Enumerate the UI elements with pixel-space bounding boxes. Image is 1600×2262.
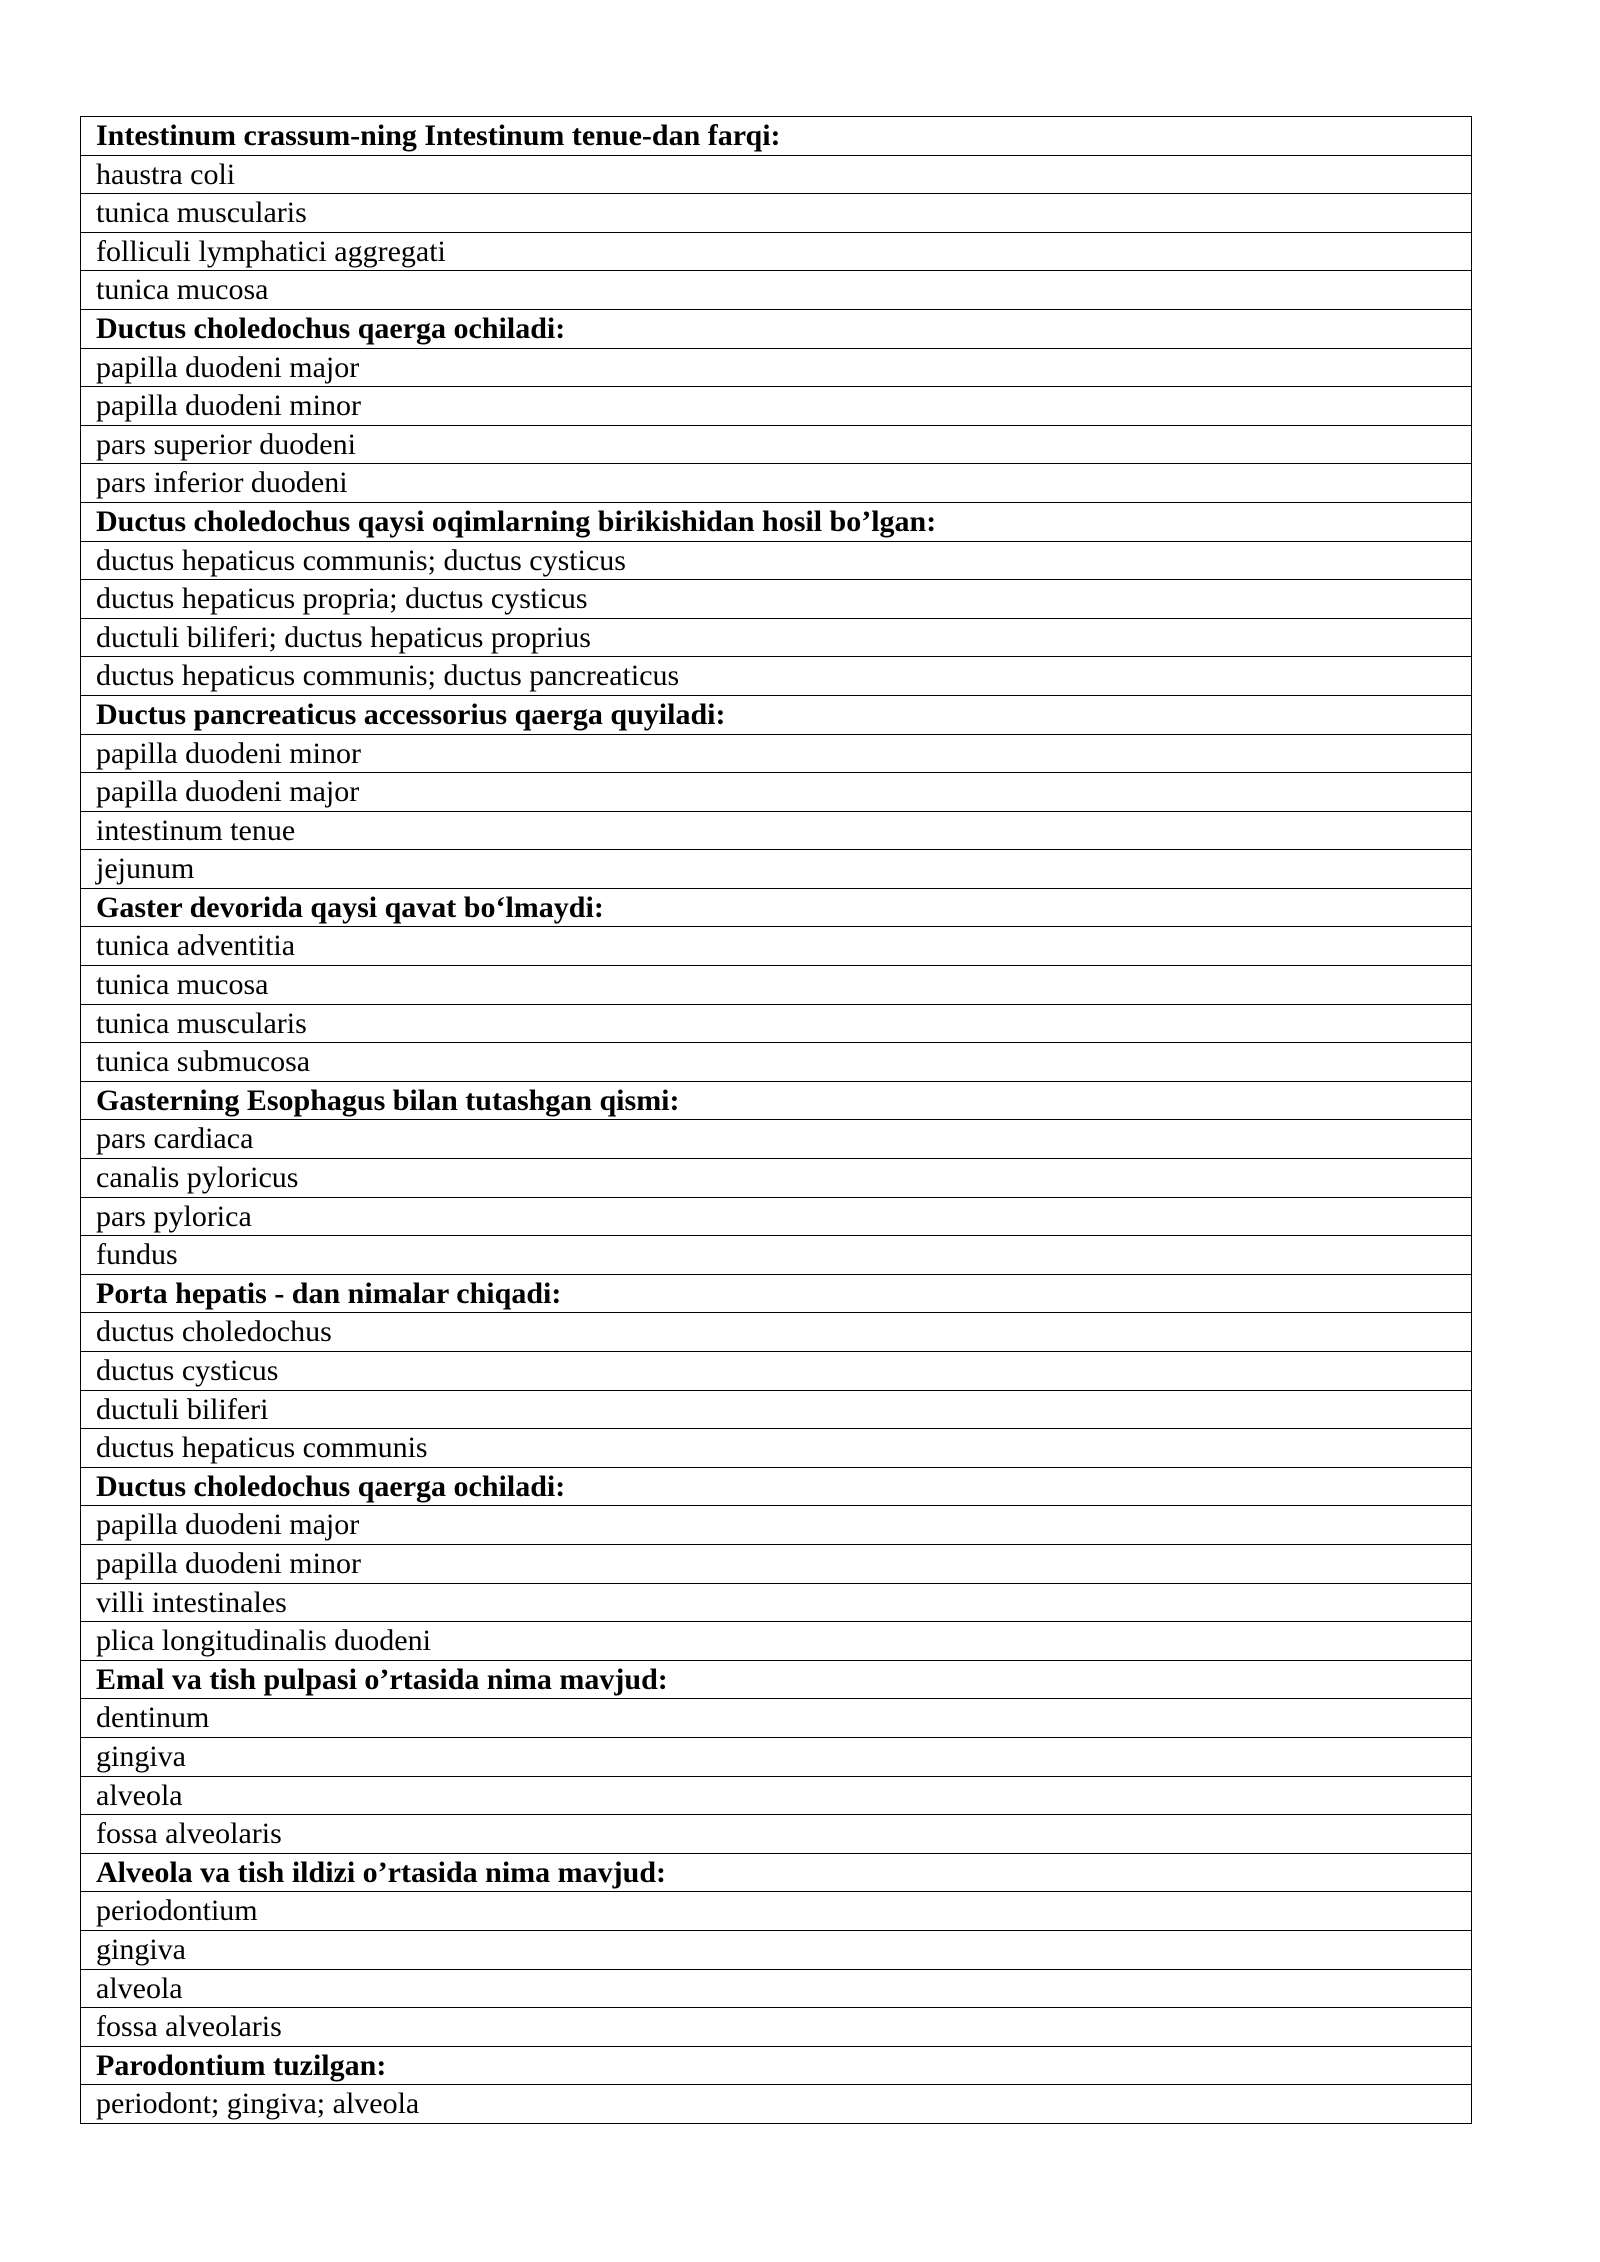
answer-option-row <box>81 1197 1472 1236</box>
answer-option-text: tunica submucosa <box>81 1043 1472 1082</box>
answer-option-text: papilla duodeni major <box>81 1506 1472 1545</box>
answer-option-text: papilla duodeni major <box>81 348 1472 387</box>
answer-option-row <box>81 541 1472 580</box>
question-row <box>81 1853 1472 1892</box>
question-text: Alveola va tish ildizi o’rtasida nima mavjud: <box>81 1853 1472 1892</box>
answer-option-row <box>81 464 1472 503</box>
answer-option-row <box>81 1004 1472 1043</box>
quiz-table-body <box>81 117 1472 2124</box>
answer-option-text: fossa alveolaris <box>81 1815 1472 1854</box>
answer-option-text: papilla duodeni minor <box>81 1544 1472 1583</box>
answer-option-text: fossa alveolaris <box>81 2008 1472 2047</box>
question-row <box>81 2046 1472 2085</box>
answer-option-row <box>81 2085 1472 2124</box>
question-text: Gasterning Esophagus bilan tutashgan qismi: <box>81 1081 1472 1120</box>
answer-option-row <box>81 734 1472 773</box>
answer-option-text: folliculi lymphatici aggregati <box>81 232 1472 271</box>
answer-option-text: tunica mucosa <box>81 966 1472 1005</box>
question-text: Intestinum crassum-ning Intestinum tenue-dan farqi: <box>81 117 1472 156</box>
question-text: Parodontium tuzilgan: <box>81 2046 1472 2085</box>
answer-option-text: villi intestinales <box>81 1583 1472 1622</box>
answer-option-row <box>81 425 1472 464</box>
answer-option-text: canalis pyloricus <box>81 1159 1472 1198</box>
answer-option-text: haustra coli <box>81 155 1472 194</box>
answer-option-row <box>81 1815 1472 1854</box>
answer-option-row <box>81 1930 1472 1969</box>
answer-option-text: tunica muscularis <box>81 194 1472 233</box>
answer-option-text: pars cardiaca <box>81 1120 1472 1159</box>
question-text: Porta hepatis - dan nimalar chiqadi: <box>81 1274 1472 1313</box>
answer-option-row <box>81 1352 1472 1391</box>
question-text: Ductus choledochus qaerga ochiladi: <box>81 1467 1472 1506</box>
answer-option-row <box>81 580 1472 619</box>
question-row <box>81 1274 1472 1313</box>
question-text: Gaster devorida qaysi qavat bo‘lmaydi: <box>81 888 1472 927</box>
question-row <box>81 1467 1472 1506</box>
answer-option-row <box>81 1892 1472 1931</box>
answer-option-row <box>81 271 1472 310</box>
answer-option-text: alveola <box>81 1969 1472 2008</box>
question-text: Ductus choledochus qaysi oqimlarning birikishidan hosil bo’lgan: <box>81 502 1472 541</box>
answer-option-text: plica longitudinalis duodeni <box>81 1622 1472 1661</box>
answer-option-text: fundus <box>81 1236 1472 1275</box>
answer-option-text: gingiva <box>81 1737 1472 1776</box>
answer-option-text: pars superior duodeni <box>81 425 1472 464</box>
question-row <box>81 695 1472 734</box>
answer-option-text: ductus hepaticus communis; ductus cysticus <box>81 541 1472 580</box>
answer-option-row <box>81 1506 1472 1545</box>
question-row <box>81 1081 1472 1120</box>
answer-option-text: tunica muscularis <box>81 1004 1472 1043</box>
answer-option-text: periodontium <box>81 1892 1472 1931</box>
answer-option-row <box>81 194 1472 233</box>
answer-option-row <box>81 387 1472 426</box>
answer-option-row <box>81 1313 1472 1352</box>
answer-option-text: ductus choledochus <box>81 1313 1472 1352</box>
quiz-table <box>80 116 1472 2124</box>
answer-option-row <box>81 850 1472 889</box>
answer-option-text: papilla duodeni major <box>81 773 1472 812</box>
answer-option-row <box>81 927 1472 966</box>
answer-option-text: ductus hepaticus communis <box>81 1429 1472 1468</box>
answer-option-row <box>81 811 1472 850</box>
answer-option-text: alveola <box>81 1776 1472 1815</box>
question-row <box>81 1660 1472 1699</box>
answer-option-row <box>81 1776 1472 1815</box>
answer-option-row <box>81 2008 1472 2047</box>
answer-option-row <box>81 155 1472 194</box>
question-text: Emal va tish pulpasi o’rtasida nima mavjud: <box>81 1660 1472 1699</box>
answer-option-text: gingiva <box>81 1930 1472 1969</box>
answer-option-text: papilla duodeni minor <box>81 734 1472 773</box>
answer-option-row <box>81 1043 1472 1082</box>
answer-option-row <box>81 348 1472 387</box>
answer-option-row <box>81 1583 1472 1622</box>
answer-option-text: ductuli biliferi <box>81 1390 1472 1429</box>
answer-option-row <box>81 618 1472 657</box>
answer-option-row <box>81 773 1472 812</box>
answer-option-row <box>81 1159 1472 1198</box>
answer-option-text: jejunum <box>81 850 1472 889</box>
answer-option-row <box>81 1737 1472 1776</box>
answer-option-text: ductus cysticus <box>81 1352 1472 1391</box>
answer-option-row <box>81 657 1472 696</box>
answer-option-row <box>81 232 1472 271</box>
question-row <box>81 888 1472 927</box>
answer-option-row <box>81 966 1472 1005</box>
answer-option-row <box>81 1120 1472 1159</box>
answer-option-row <box>81 1429 1472 1468</box>
answer-option-row <box>81 1544 1472 1583</box>
answer-option-text: tunica mucosa <box>81 271 1472 310</box>
answer-option-row <box>81 1699 1472 1738</box>
answer-option-text: dentinum <box>81 1699 1472 1738</box>
answer-option-text: tunica adventitia <box>81 927 1472 966</box>
answer-option-row <box>81 1969 1472 2008</box>
answer-option-text: ductuli biliferi; ductus hepaticus proprius <box>81 618 1472 657</box>
question-text: Ductus pancreaticus accessorius qaerga quyiladi: <box>81 695 1472 734</box>
answer-option-text: ductus hepaticus communis; ductus pancreaticus <box>81 657 1472 696</box>
answer-option-text: papilla duodeni minor <box>81 387 1472 426</box>
answer-option-row <box>81 1236 1472 1275</box>
answer-option-row <box>81 1622 1472 1661</box>
answer-option-row <box>81 1390 1472 1429</box>
question-text: Ductus choledochus qaerga ochiladi: <box>81 309 1472 348</box>
answer-option-text: ductus hepaticus propria; ductus cysticus <box>81 580 1472 619</box>
question-row <box>81 309 1472 348</box>
answer-option-text: intestinum tenue <box>81 811 1472 850</box>
question-row <box>81 117 1472 156</box>
question-row <box>81 502 1472 541</box>
answer-option-text: periodont; gingiva; alveola <box>81 2085 1472 2124</box>
answer-option-text: pars inferior duodeni <box>81 464 1472 503</box>
answer-option-text: pars pylorica <box>81 1197 1472 1236</box>
